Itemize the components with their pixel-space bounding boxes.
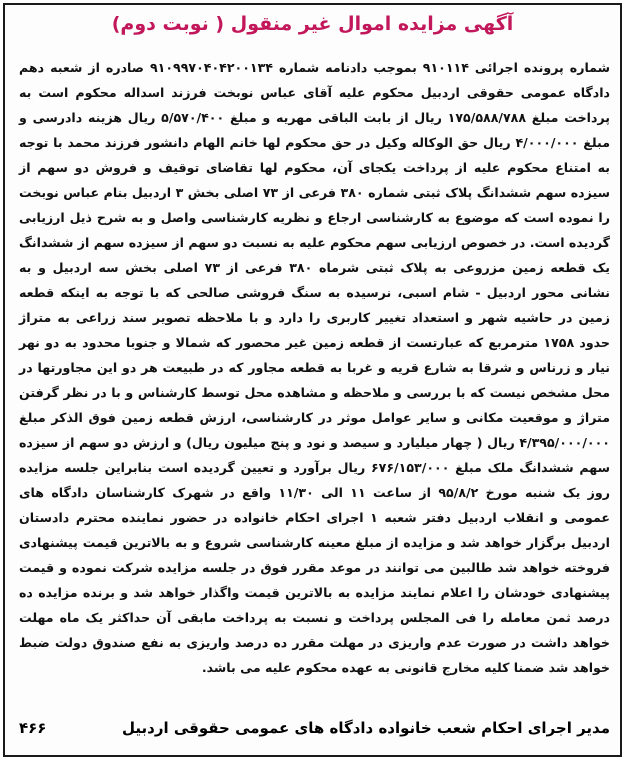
notice-footer <box>15 717 610 743</box>
notice-frame <box>3 3 622 757</box>
reference-number: ۴۶۶ <box>19 719 47 737</box>
signature-line: مدیر اجرای احکام شعب خانواده دادگاه های عمومی حقوقی اردبیل <box>122 719 610 737</box>
notice-body: شماره پرونده اجرائی ۹۱۰۱۱۴ بموجب دادنامه شماره ۹۱۰۹۹۷۰۴۰۴۲۰۰۱۳۴ صادره از شعبه دهم دادگاه عمومی حقوقی اردبیل محکوم علیه آقای عباس نوبخت فرزند اسداله محکوم است به پرداخت مبلغ ۱۷۵/۵۸۸/۷۸۸ ریال از بابت الباقی مهریه و مبلغ ۵/۵۷۰/۴۰۰ ریال هزینه دادرسی و مبلغ ۴/۰۰۰/۰۰۰ ریال حق الوکاله وکیل در حق محکوم لها خانم الهام دانشور فرزند محمد با توجه به امتناع محکوم علیه از پرداخت یکجای آن، محکوم لها تقاضای توقیف و فروش دو سهم از سیزده سهم ششدانگ پلاک ثبتی شماره ۳۸۰ فرعی از ۷۳ اصلی بخش ۳ اردبیل بنام عباس نوبخت را نموده است که موضوع به کارشناسی ارجاع و نظریه کارشناسی واصل و به شرح ذیل ارزیابی گردیده است. در خصوص ارزیابی سهم محکوم علیه به نسبت دو سهم از سیزده سهم از ششدانگ یک قطعه زمین مزروعی به پلاک ثبتی شرماه ۳۸۰ فرعی از ۷۳ اصلی بخش سه اردبیل و به نشانی محور اردبیل - شام اسبی، نرسیده به سنگ فروشی صالحی که با توجه به اینکه قطعه زمین در حاشیه شهر و استعداد تغییر کاربری را دارد و با ملاحظه تصویر سند زراعی به متراژ حدود ۱۷۵۸ مترمربع که عبارتست از قطعه زمین غیر محصور که شمالا و جنوبا محدود به دو نهر نیار و زرناس و شرقا به شارع قریه و غربا به قطعه مجاور که در طبیعت هر دو این مجاورتها در محل مشخص نیست که با بررسی و ملاحظه و مشاهده محل توسط کارشناس و با در نظر گرفتن متراژ و موقعیت مکانی و سایر عوامل موثر در کارشناسی، ارزش قطعه زمین فوق الذکر مبلغ ۴/۳۹۵/۰۰۰/۰۰۰ ریال ( چهار میلیارد و سیصد و نود و پنج میلیون ریال) و ارزش دو سهم از سیزده سهم ششدانگ ملک مبلغ ۶۷۶/۱۵۳/۰۰۰ ریال برآورد و تعیین گردیده است بنابراین جلسه مزایده روز یک شنبه مورخ ۹۵/۸/۲ از ساعت ۱۱ الی ۱۱/۳۰ واقع در شهرک کارشناسان دادگاه های عمومی و انقلاب اردبیل دفتر شعبه ۱ اجرای احکام خانواده در حضور نماینده محترم دادستان اردبیل برگزار خواهد شد و مزایده از مبلغ معینه کارشناسی شروع و به بالاترین قیمت پیشنهادی فروخته خواهد شد طالبین می توانند در موعد مقرر فوق در جلسه مزایده شرکت نموده و قیمت پیشنهادی خودشان را اعلام نمایند مزایده به بالاترین قیمت واگذار خواهد شد و برنده مزایده ده درصد ثمن معامله را فی المجلس پرداخت و نسبت به پرداخت مابقی آن حداکثر یک ماه مهلت خواهد داشت در صورت عدم واریزی در مهلت مقرر ده درصد واریزی به نفع صندوق دولت ضبط خواهد شد ضمنا کلیه مخارج قانونی به عهده محکوم علیه می باشد. <box>19 60 610 675</box>
notice-title: آگهی مزایده اموال غیر منقول ( نوبت دوم) <box>111 13 514 35</box>
